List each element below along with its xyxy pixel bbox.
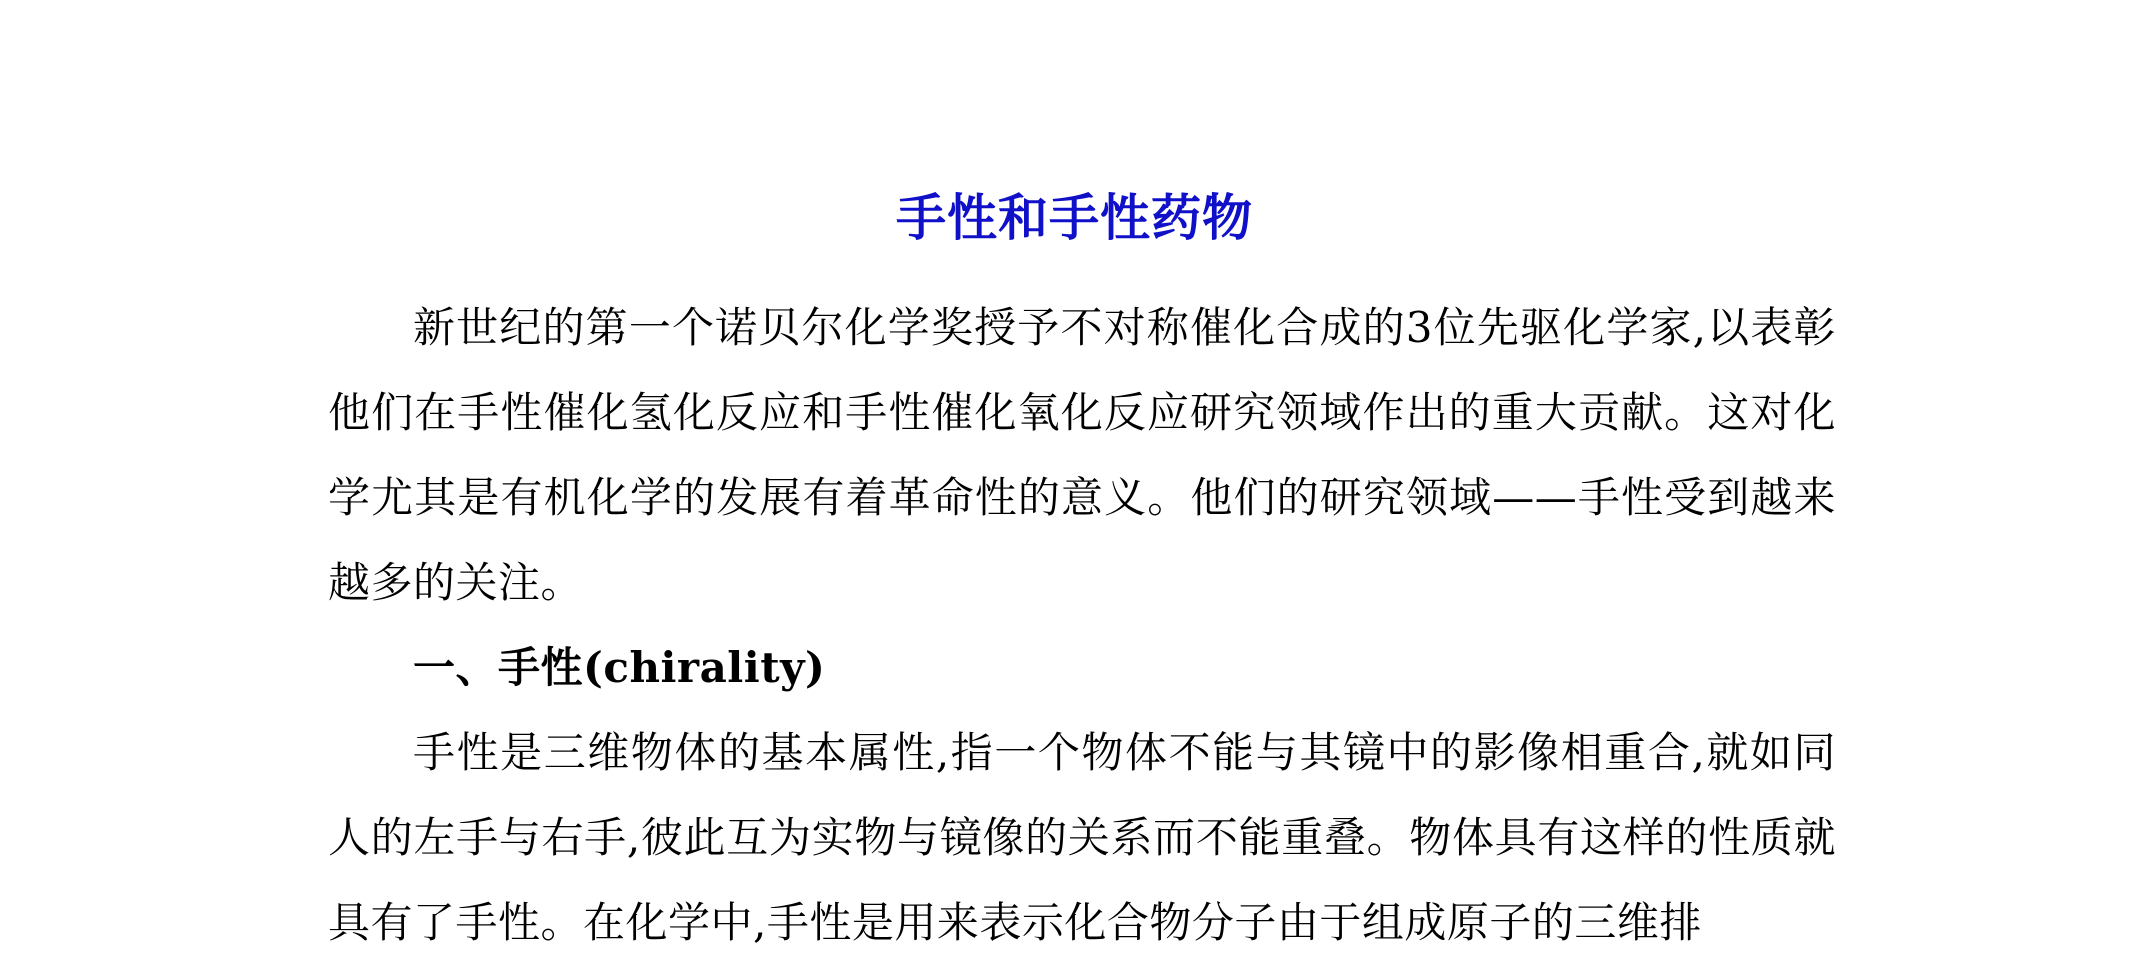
document-body [328, 285, 1836, 965]
document-title: 手性和手性药物 [896, 188, 1253, 247]
intro-paragraph: 新世纪的第一个诺贝尔化学奖授予不对称催化合成的3位先驱化学家,以表彰他们在手性催化氢化反应和手性催化氧化反应研究领域作出的重大贡献。这对化学尤其是有机化学的发展有着革命性的意义。他们的研究领域——手性受到越来越多的关注。 [328, 303, 1836, 607]
chirality-paragraph: 手性是三维物体的基本属性,指一个物体不能与其镜中的影像相重合,就如同人的左手与右手,彼此互为实物与镜像的关系而不能重叠。物体具有这样的性质就具有了手性。在化学中,手性是用来表示化合物分子由于组成原子的三维排 [328, 728, 1836, 947]
section-heading-chirality: 一、手性(chirality) [413, 643, 826, 692]
